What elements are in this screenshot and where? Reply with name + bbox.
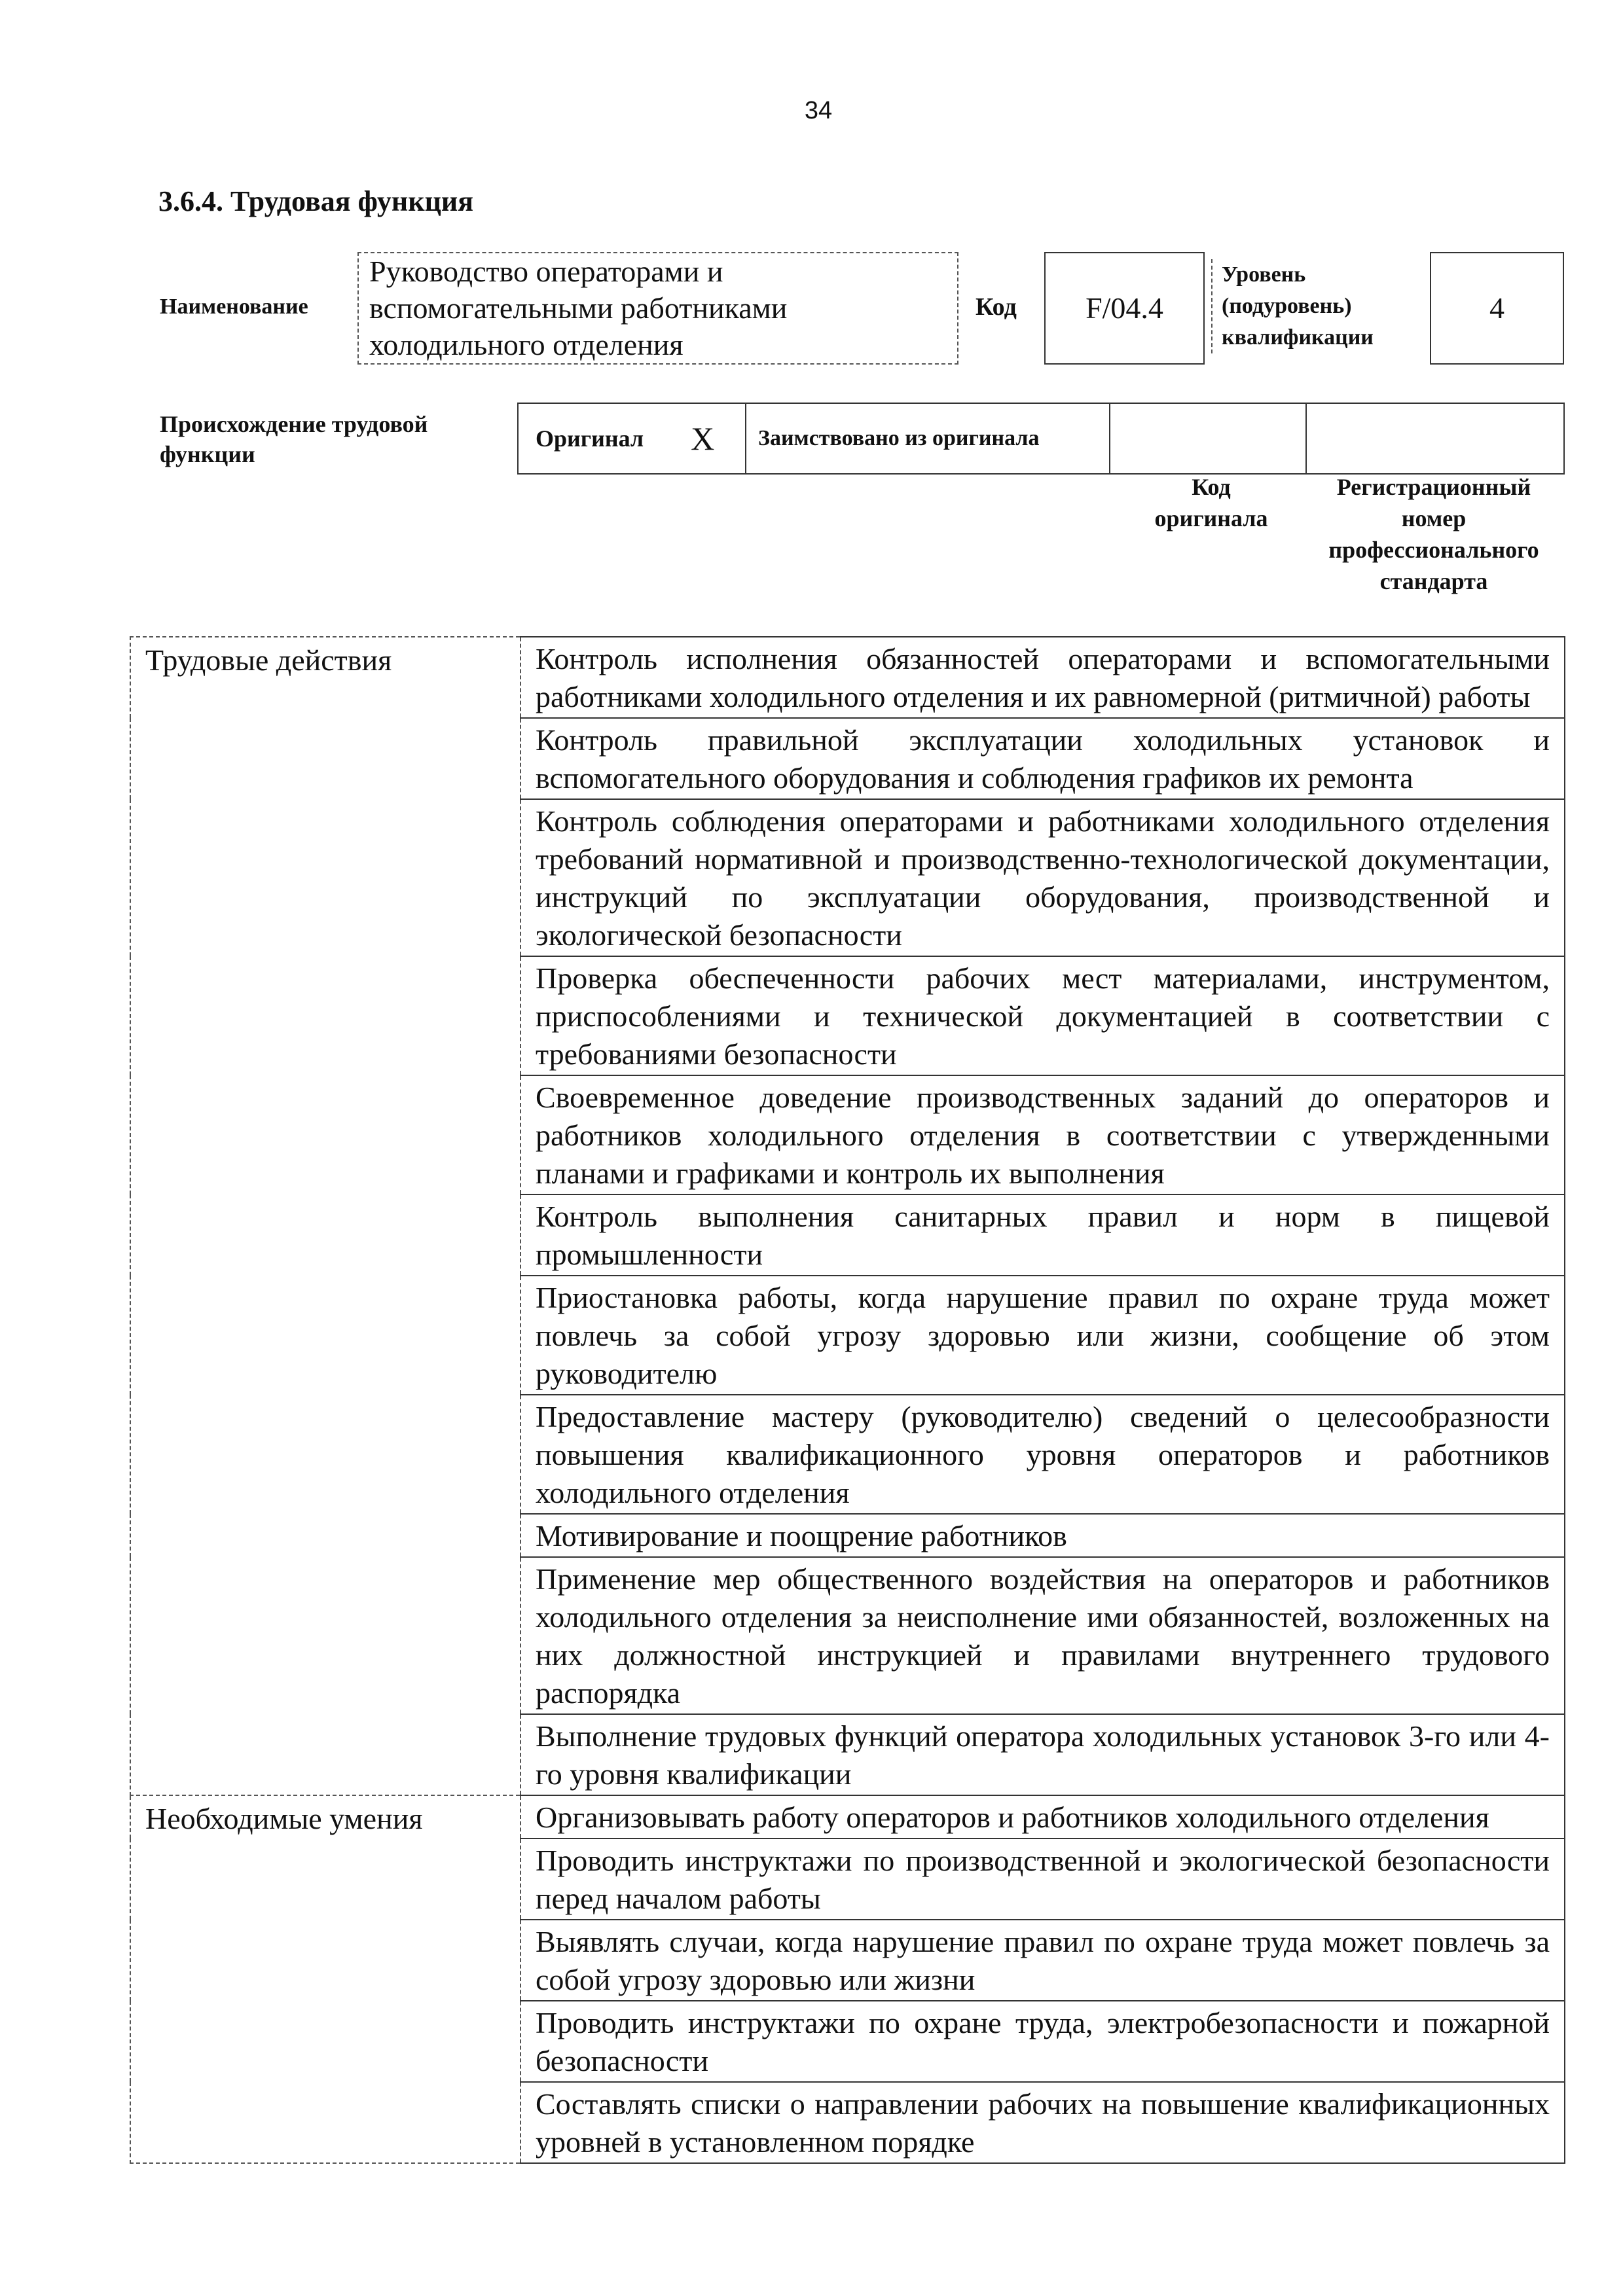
labor-action-item: Контроль исполнения обязанностей операторами и вспомогательными работниками холодильного отделения и их равномерной (ритмичной) работы — [520, 637, 1565, 718]
labor-actions-label: Трудовые действия — [130, 637, 520, 1795]
table-row — [130, 1795, 1565, 1839]
code-label: Код — [976, 293, 1017, 321]
origin-table — [517, 403, 1565, 475]
function-name-line: Руководство операторами и — [369, 255, 723, 288]
borrowed-label: Заимствовано из оригинала — [758, 426, 1040, 450]
skill-item: Составлять списки о направлении рабочих на повышение квалификационных уровней в установленном порядке — [520, 2082, 1565, 2163]
original-cell — [519, 404, 746, 473]
labor-action-item: Своевременное доведение производственных заданий до операторов и работников холодильного отделения в соответствии с утвержденными планами и графиками и контроль их выполнения — [520, 1075, 1565, 1194]
registration-caption-line: номер — [1401, 505, 1467, 531]
code-value: F/04.4 — [1044, 252, 1205, 365]
function-name-box — [357, 252, 958, 365]
skill-item: Проводить инструктажи по производственной и экологической безопасности перед началом работы — [520, 1839, 1565, 1920]
labor-action-item: Применение мер общественного воздействия на операторов и работников холодильного отделения за неисполнение ими обязанностей, возложенных на них должностной инструкцией и правилами внутреннего трудового распорядка — [520, 1557, 1565, 1714]
section-title: 3.6.4. Трудовая функция — [158, 185, 474, 217]
skill-item: Выявлять случаи, когда нарушение правил по охране труда может повлечь за собой угрозу здоровью или жизни — [520, 1920, 1565, 2001]
skill-item: Организовывать работу операторов и работников холодильного отделения — [520, 1795, 1565, 1839]
origin-label-line: функции — [160, 441, 255, 467]
level-label-line: Уровень — [1222, 262, 1306, 287]
name-label: Наименование — [160, 295, 308, 319]
labor-action-item: Контроль соблюдения операторами и работниками холодильного отделения требований нормативной и производственно-технологической документации, инструкций по эксплуатации оборудования, производственной и экологической безопасности — [520, 799, 1565, 956]
labor-action-item: Контроль правильной эксплуатации холодильных установок и вспомогательного оборудования и соблюдения графиков их ремонта — [520, 718, 1565, 799]
labor-action-item: Выполнение трудовых функций оператора холодильных установок 3-го или 4-го уровня квалификации — [520, 1714, 1565, 1795]
page-number: 34 — [804, 97, 833, 124]
original-mark: X — [691, 420, 715, 457]
skill-item: Проводить инструктажи по охране труда, электробезопасности и пожарной безопасности — [520, 2001, 1565, 2082]
code-caption-line: Код — [1192, 474, 1231, 500]
labor-action-item: Контроль выполнения санитарных правил и норм в пищевой промышленности — [520, 1194, 1565, 1276]
registration-number-cell — [1307, 404, 1563, 473]
code-caption-line: оригинала — [1154, 505, 1268, 531]
code-caption — [1113, 471, 1309, 534]
labor-action-item: Приостановка работы, когда нарушение правил по охране труда может повлечь за собой угрозу здоровью или жизни, сообщение об этом руководителю — [520, 1276, 1565, 1395]
table-row — [130, 637, 1565, 718]
labor-action-item: Предоставление мастеру (руководителю) сведений о целесообразности повышения квалификационного уровня операторов и работников холодильного отделения — [520, 1395, 1565, 1514]
labor-action-item: Проверка обеспеченности рабочих мест материалами, инструментом, приспособлениями и технической документацией в соответствии с требованиями безопасности — [520, 956, 1565, 1075]
level-label — [1211, 259, 1374, 353]
registration-caption-line: стандарта — [1379, 568, 1488, 594]
registration-caption-line: профессионального — [1328, 537, 1539, 563]
labor-action-item: Мотивирование и поощрение работников — [520, 1514, 1565, 1557]
origin-label — [160, 409, 428, 469]
borrowed-cell — [746, 404, 1110, 473]
original-code-cell — [1110, 404, 1307, 473]
registration-caption-line: Регистрационный — [1336, 474, 1531, 500]
function-name-line: вспомогательными работниками — [369, 291, 788, 325]
registration-caption — [1303, 471, 1565, 597]
functions-table — [130, 636, 1565, 2164]
level-value: 4 — [1430, 252, 1564, 365]
origin-label-line: Происхождение трудовой — [160, 411, 428, 437]
level-label-line: (подуровень) — [1222, 294, 1352, 318]
required-skills-label: Необходимые умения — [130, 1795, 520, 2163]
level-label-line: квалификации — [1222, 325, 1374, 350]
function-name-line: холодильного отделения — [369, 328, 684, 361]
original-label: Оригинал — [536, 425, 644, 452]
